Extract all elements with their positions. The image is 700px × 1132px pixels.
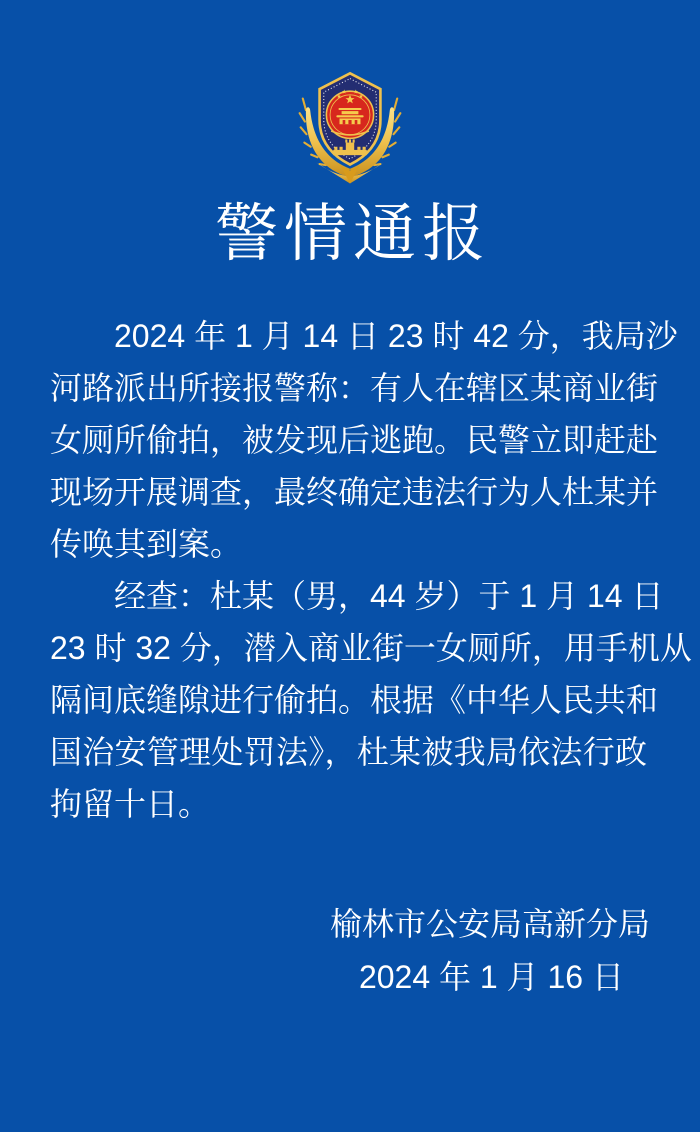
notice-line: 国治安管理处罚法》，杜某被我局依法行政 bbox=[50, 734, 647, 770]
notice-line: 23 时 32 分，潜入商业街一女厕所，用手机从 bbox=[50, 630, 692, 666]
issue-date: 2024 年 1 月 16 日 bbox=[358, 959, 624, 995]
notice-line: 现场开展调查，最终确定违法行为人杜某并 bbox=[50, 474, 659, 510]
notice-line: 拘留十日。 bbox=[50, 786, 211, 822]
notice-line: 河路派出所接报警称：有人在辖区某商业街 bbox=[50, 370, 659, 406]
notice-line: 隔间底缝隙进行偷拍。根据《中华人民共和 bbox=[50, 682, 659, 718]
police-badge-icon bbox=[287, 66, 413, 184]
notice-line: 经查：杜某（男，44 岁）于 1 月 14 日 bbox=[114, 578, 664, 614]
notice-line: 女厕所偷拍，被发现后逃跑。民警立即赶赴 bbox=[50, 422, 659, 458]
notice-title: 警情通报 bbox=[215, 199, 491, 269]
notice-body bbox=[50, 310, 692, 830]
notice-line: 2024 年 1 月 14 日 23 时 42 分，我局沙 bbox=[114, 318, 678, 354]
issuing-authority: 榆林市公安局高新分局 bbox=[329, 906, 650, 942]
notice-line: 传唤其到案。 bbox=[50, 526, 243, 562]
